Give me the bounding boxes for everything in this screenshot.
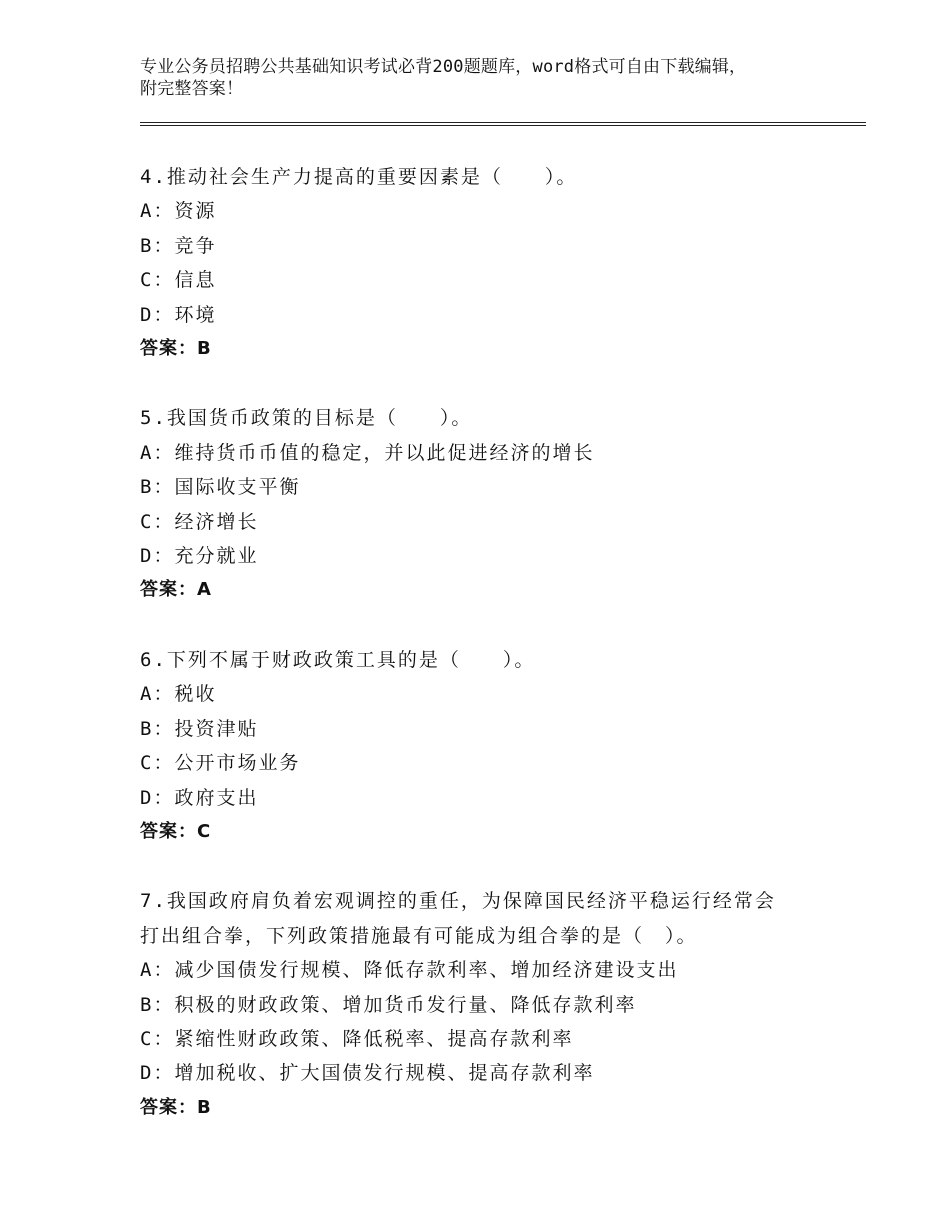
option-d: D：充分就业 (140, 545, 259, 568)
answer-label: 答案：B (140, 1096, 212, 1118)
question-stem: 4.推动社会生产力提高的重要因素是（ ）。 (140, 166, 578, 188)
option-a: A：资源 (140, 200, 217, 223)
question-6 (140, 643, 860, 849)
option-b: B：竞争 (140, 234, 217, 257)
header-line-2: 附完整答案！ (140, 79, 244, 99)
option-a: A：减少国债发行规模、降低存款利率、增加经济建设支出 (140, 959, 679, 982)
question-7 (140, 884, 860, 1125)
option-b: B：国际收支平衡 (140, 476, 301, 499)
option-c: C：紧缩性财政政策、降低税率、提高存款利率 (140, 1027, 574, 1050)
option-a: A：维持货币币值的稳定，并以此促进经济的增长 (140, 441, 595, 464)
option-a: A：税收 (140, 683, 217, 706)
answer-label: 答案：C (140, 820, 212, 842)
option-c: C：经济增长 (140, 510, 259, 533)
option-c: C：公开市场业务 (140, 752, 301, 775)
question-stem: 6.下列不属于财政政策工具的是（ ）。 (140, 648, 536, 671)
question-5 (140, 401, 860, 607)
answer-label: 答案：A (140, 579, 212, 601)
question-4 (140, 160, 860, 366)
question-stem-line-1: 7.我国政府肩负着宏观调控的重任，为保障国民经济平稳运行经常会 (140, 890, 776, 913)
header-line-1: 专业公务员招聘公共基础知识考试必背200题题库，word格式可自由下载编辑， (140, 57, 747, 77)
option-d: D：增加税收、扩大国债发行规模、提高存款利率 (140, 1062, 595, 1085)
option-b: B：投资津贴 (140, 717, 259, 740)
option-d: D：政府支出 (140, 786, 259, 809)
option-b: B：积极的财政政策、增加货币发行量、降低存款利率 (140, 993, 637, 1016)
question-stem: 5.我国货币政策的目标是（ ）。 (140, 407, 473, 430)
option-d: D：环境 (140, 303, 217, 326)
question-stem-line-2: 打出组合拳，下列政策措施最有可能成为组合拳的是（ ）。 (140, 924, 698, 947)
header-divider-top (140, 122, 866, 123)
answer-label: 答案：B (140, 338, 212, 360)
question-list (140, 160, 860, 1160)
header-divider-bottom (140, 125, 866, 126)
document-header (140, 56, 840, 100)
option-c: C：信息 (140, 269, 217, 292)
